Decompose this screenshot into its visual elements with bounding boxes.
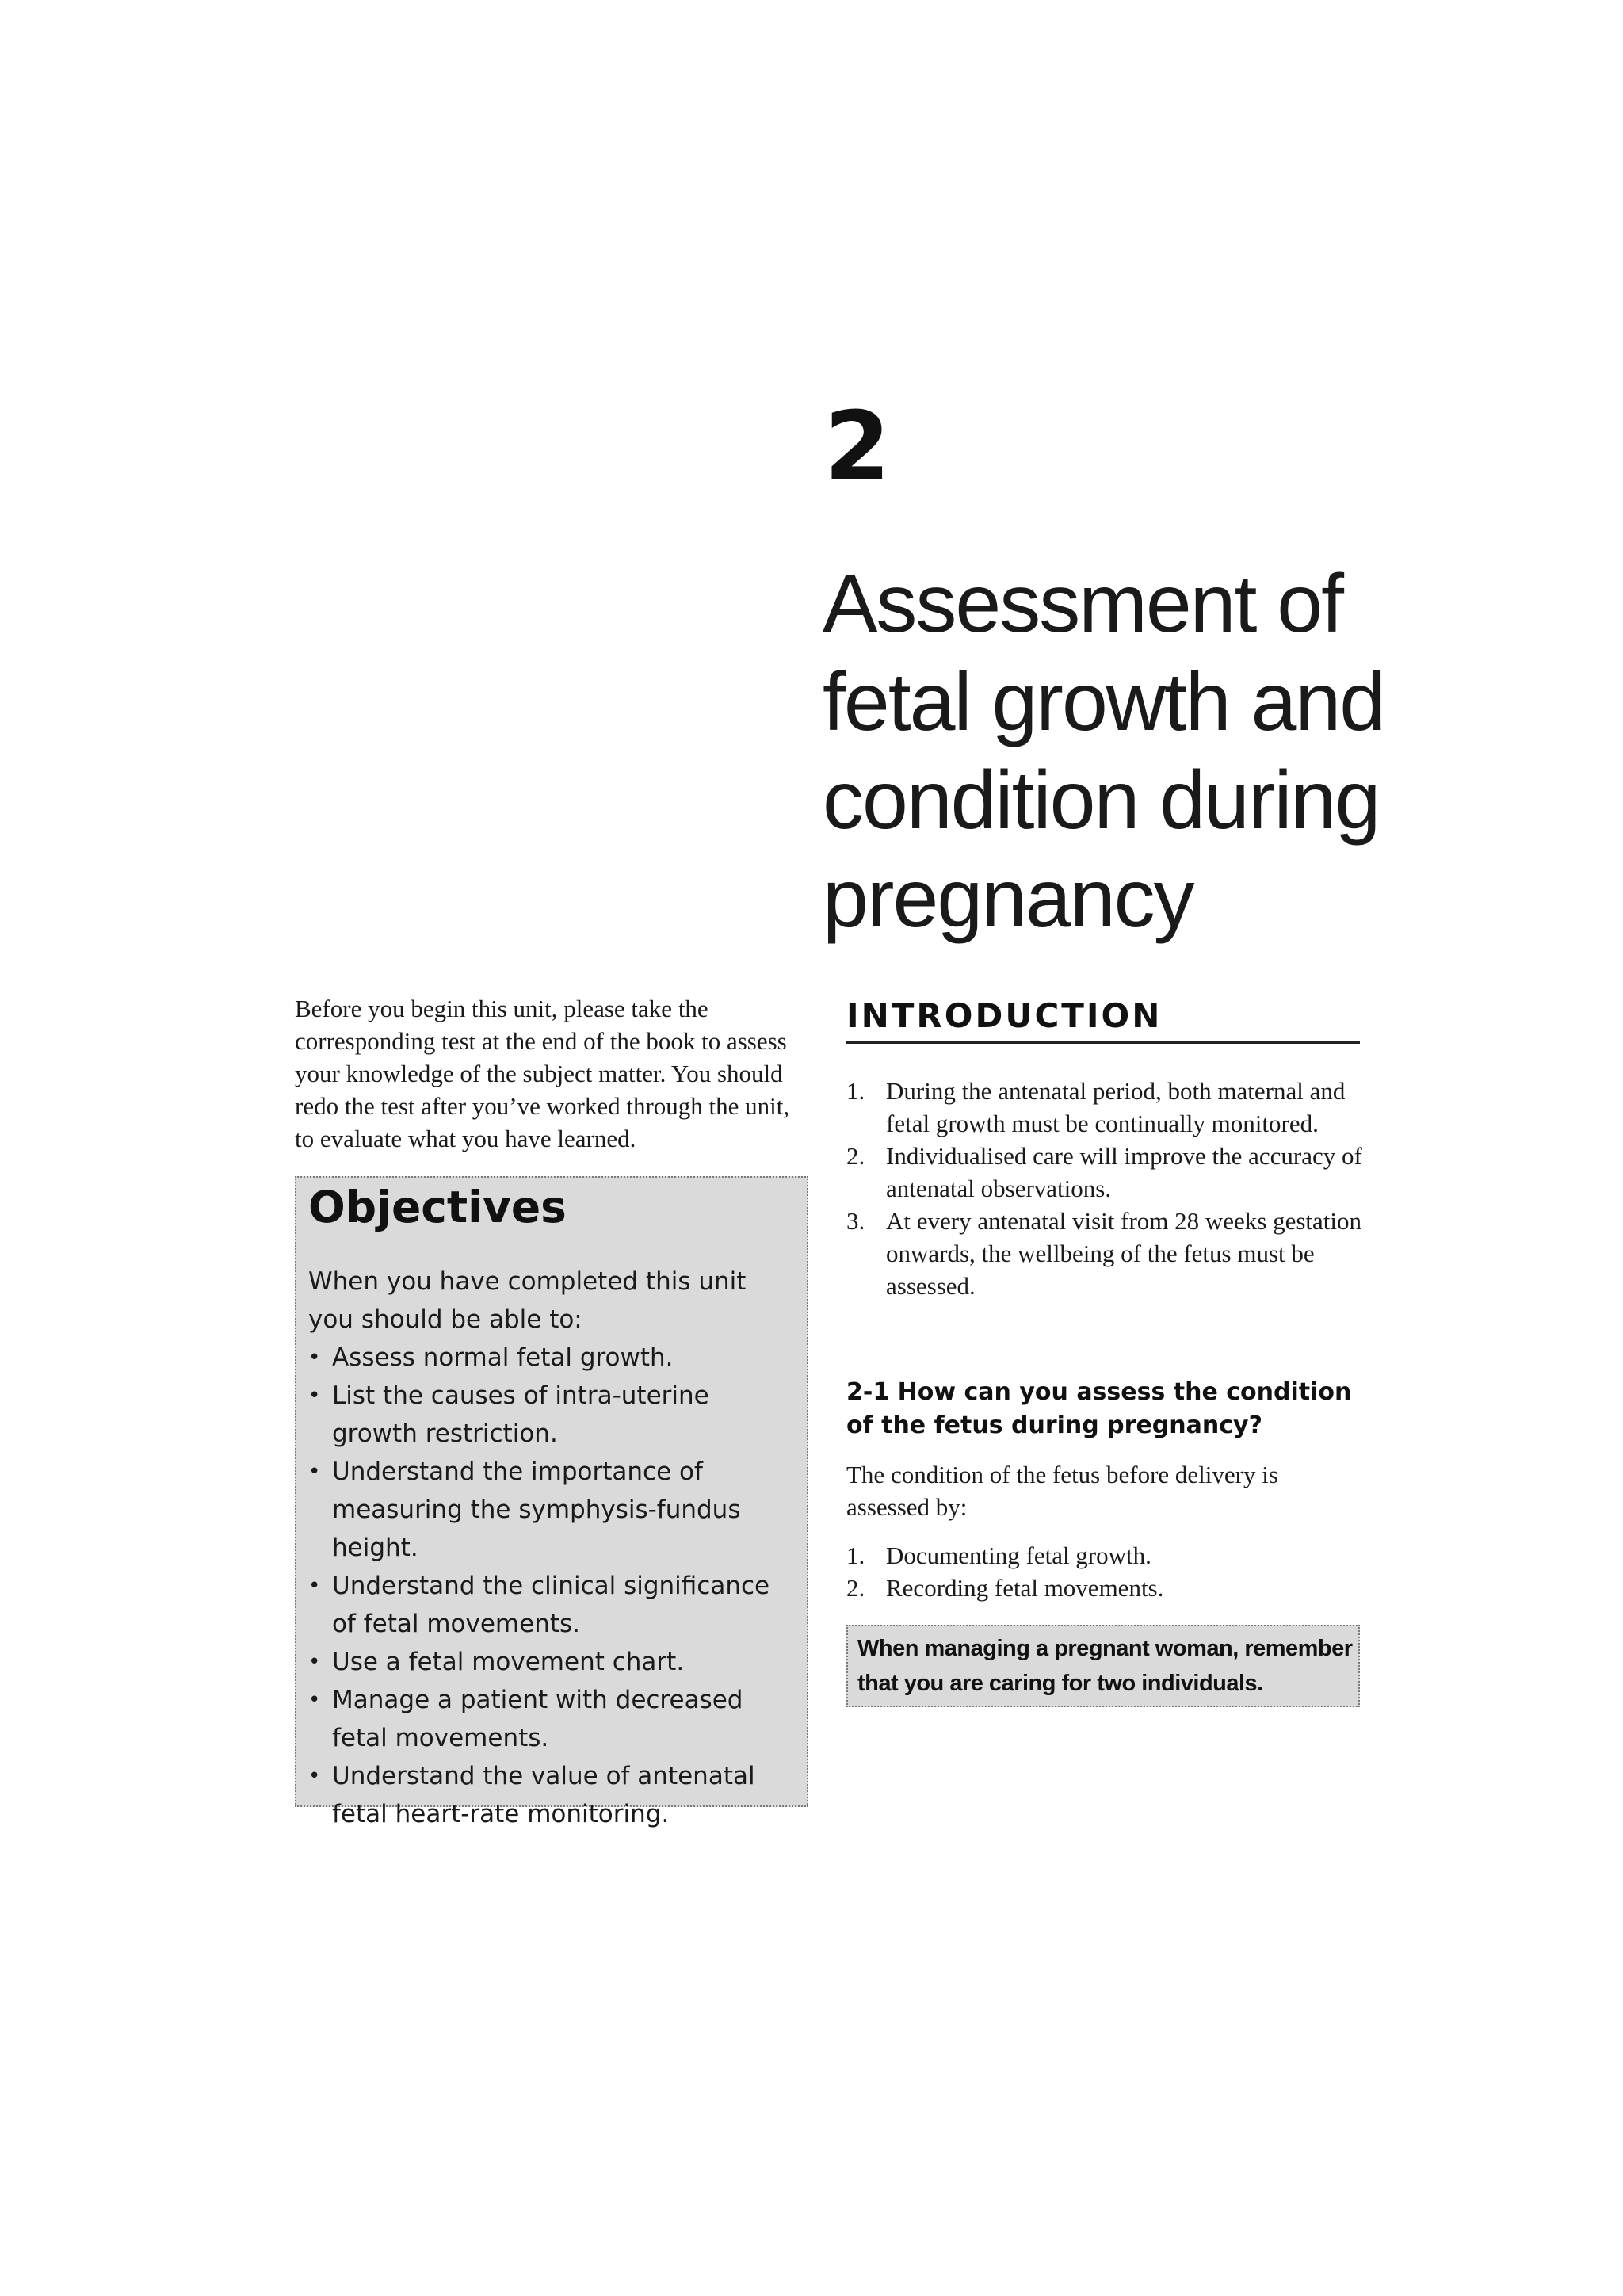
chapter-number: 2	[824, 392, 891, 502]
list-item	[846, 1539, 1354, 1572]
list-number: 2.	[846, 1574, 865, 1602]
objectives-lead: When you have completed this unit you should be able to:	[308, 1267, 747, 1334]
list-item-text: Documenting fetal growth.	[886, 1541, 1151, 1569]
list-item-text: During the antenatal period, both maternal and fetal growth must be continually monitored.	[886, 1077, 1346, 1137]
chapter-title	[823, 555, 1425, 948]
chapter-title-line: Assessment of	[823, 558, 1343, 650]
list-number: 3.	[846, 1207, 865, 1235]
objectives-list	[308, 1339, 799, 1833]
list-item	[846, 1205, 1369, 1302]
list-number: 2.	[846, 1142, 865, 1170]
remember-callout	[846, 1625, 1360, 1707]
remember-line: that you are caring for two individuals.	[857, 1671, 1263, 1696]
objective-item: • Use a fetal movement chart.	[308, 1643, 799, 1681]
introduction-heading: INTRODUCTION	[846, 995, 1360, 1044]
section-paragraph: The condition of the fetus before delivery is assessed by:	[846, 1461, 1278, 1521]
introduction-list	[846, 1075, 1369, 1302]
section-list	[846, 1539, 1354, 1604]
objective-item: • Manage a patient with decreased fetal movements.	[308, 1681, 799, 1757]
chapter-title-line: condition during	[823, 755, 1380, 846]
remember-line: When managing a pregnant woman, remember	[857, 1636, 1353, 1661]
list-item	[846, 1140, 1369, 1205]
list-number: 1.	[846, 1077, 865, 1105]
list-number: 1.	[846, 1541, 865, 1569]
chapter-title-line: pregnancy	[823, 853, 1193, 945]
list-item-text: At every antenatal visit from 28 weeks gestation onwards, the wellbeing of the fetus must be assessed.	[886, 1207, 1362, 1300]
objective-item: • Understand the value of antenatal fetal heart-rate monitoring.	[308, 1757, 799, 1833]
objectives-box	[295, 1176, 808, 1828]
list-item-text: Recording fetal movements.	[886, 1574, 1164, 1602]
objective-item: • Understand the importance of measuring the symphysis-fundus height.	[308, 1453, 799, 1567]
objective-item: • Understand the clinical significance of fetal movements.	[308, 1567, 799, 1643]
objective-item: • List the causes of intra-uterine growth restriction.	[308, 1377, 799, 1453]
list-item-text: Individualised care will improve the accuracy of antenatal observations.	[886, 1142, 1362, 1202]
chapter-title-line: fetal growth and	[823, 656, 1384, 748]
list-item	[846, 1572, 1354, 1604]
objective-item: • Assess normal fetal growth.	[308, 1339, 799, 1377]
intro-note: Before you begin this unit, please take the corresponding test at the end of the book to assess your knowledge of the subject matter. You should redo the test after you’ve worked through the unit, to evaluate what you have learned.	[295, 995, 790, 1152]
objectives-heading: Objectives	[308, 1182, 567, 1232]
list-item	[846, 1075, 1369, 1140]
section-heading: 2-1 How can you assess the condition of the fetus during pregnancy?	[846, 1378, 1352, 1439]
